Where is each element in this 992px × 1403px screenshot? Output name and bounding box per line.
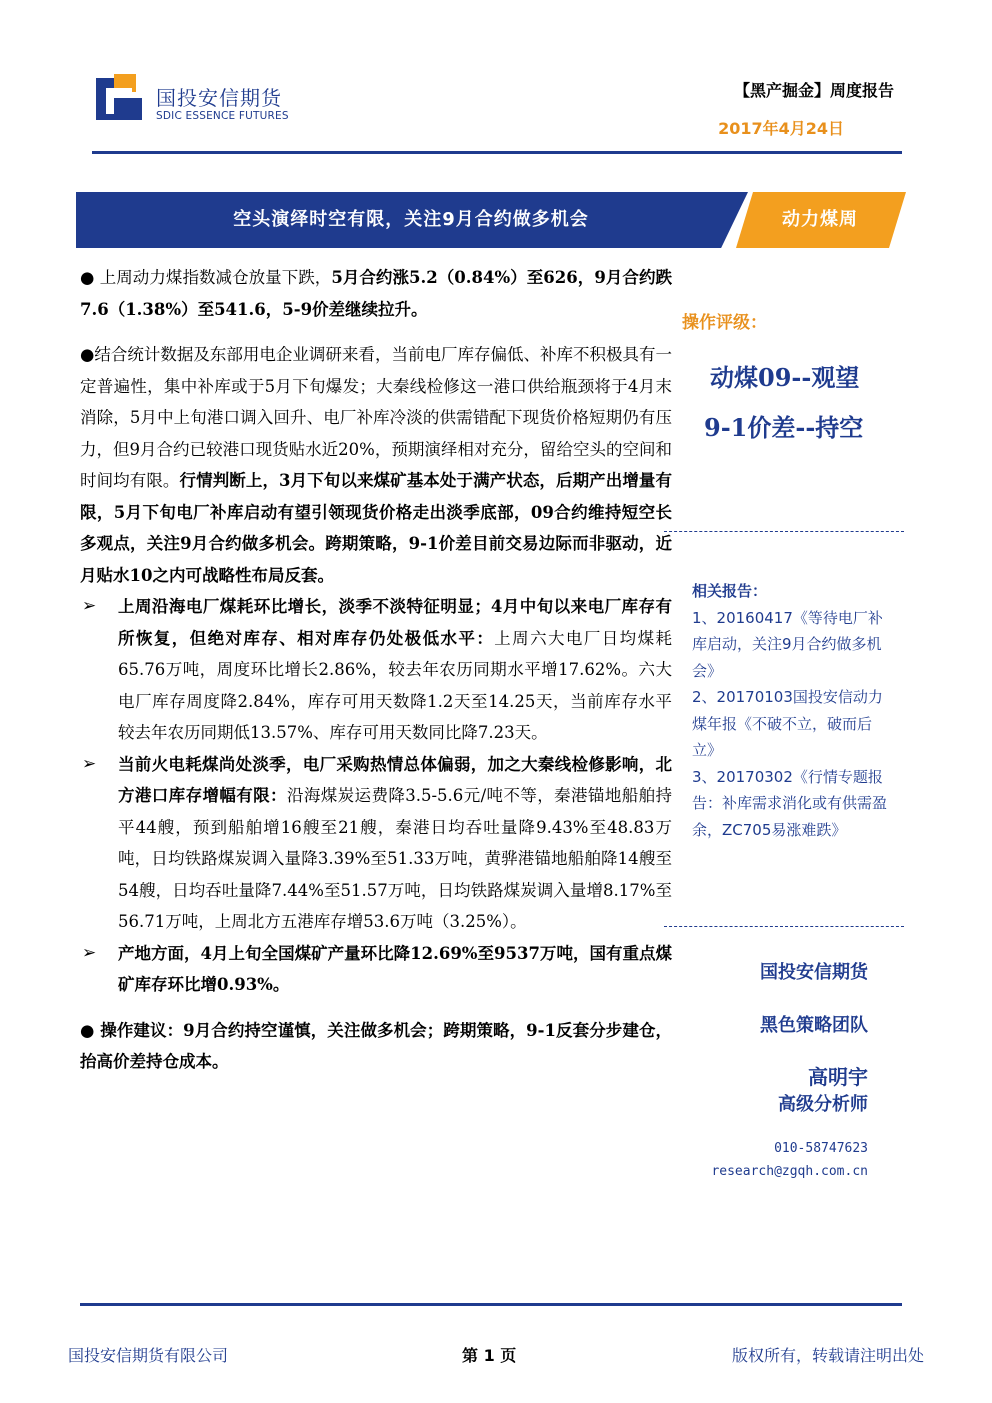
list-item-bold: 上周沿海电厂煤耗环比增长，淡季不淡特征明显；4月中旬以来电厂库存有所恢复，但绝对库存、相对库存仍处极低水平：	[118, 597, 672, 648]
list-item	[80, 591, 672, 749]
related-report-link[interactable]: 1、20160417《等待电厂补库启动，关注9月合约做多机会》	[692, 608, 883, 680]
footer-copyright: 版权所有，转载请注明出处	[731, 1346, 924, 1365]
logo-cn-text: 国投安信期货	[156, 86, 282, 110]
company-logo	[96, 74, 296, 134]
footer-company: 国投安信期货有限公司	[68, 1346, 229, 1365]
bottom-divider	[80, 1303, 902, 1306]
related-title: 相关报告：	[692, 582, 768, 600]
report-title: 【黑产掘金】周度报告	[733, 81, 894, 100]
related-reports	[692, 578, 892, 843]
list-item	[80, 938, 672, 1001]
arrow-bullet-icon: ➢	[82, 753, 97, 774]
summary-text: ● 上周动力煤指数减仓放量下跌，	[80, 268, 332, 287]
banner-tag: 动力煤周	[782, 209, 858, 230]
summary-bold-text: 5月合约涨5.2（0.84%）至626，9月合约跌7.6（1.38%）至541.6，5-9价差继续拉升。	[80, 268, 672, 319]
paragraph-recommendation: ● 操作建议：9月合约持空谨慎，关注做多机会；跨期策略，9-1反套分步建仓，抬高价差持仓成本。	[80, 1020, 672, 1071]
analysis-text: ●结合统计数据及东部用电企业调研来看，当前电厂库存偏低、补库不积极具有一定普遍性，集中补库或于5月下旬爆发；大秦线检修这一港口供给瓶颈将于4月末消除，5月中上旬港口调入回升、电厂补库冷淡的供需错配下现货价格短期仍有压力，但9月合约已较港口现货贴水近20%，预期演绎相对充分，留给空头的空间和时间均有限。	[80, 345, 672, 490]
arrow-bullet-icon: ➢	[82, 942, 97, 963]
rating-label: 操作评级：	[682, 313, 767, 333]
page-number: 第 1 页	[462, 1346, 517, 1365]
contact-phone: 010-58747623	[774, 1141, 868, 1156]
logo-en-text: SDIC ESSENCE FUTURES	[156, 110, 289, 122]
list-item-text: 沿海煤炭运费降3.5-5.6元/吨不等，秦港锚地船舶持平44艘，预到船舶增16艘至21艘，秦港日均吞吐量降9.43%至48.83万吨，日均铁路煤炭调入量降3.39%至51.33万吨，黄骅港锚地船舶降14艘至54艘，日均吞吐量降7.44%至51.57万吨，日均铁路煤炭调入量增8.17%至56.71万吨，上周北方五港库存增53.6万吨（3.25%）。	[118, 786, 673, 931]
team-name: 黑色策略团队	[760, 1015, 868, 1036]
list-item	[80, 749, 672, 938]
analyst-title: 高级分析师	[778, 1094, 868, 1115]
main-content	[80, 262, 672, 1078]
title-banner	[76, 192, 906, 248]
related-report-link[interactable]: 3、20170302《行情专题报告：补库需求消化或有供需盈余，ZC705易涨难跌》	[692, 767, 888, 839]
paragraph-analysis	[80, 339, 672, 591]
list-item-text: 上周六大电厂日均煤耗65.76万吨，周度环比增长2.86%，较去年农历同期水平增17.62%。六大电厂库存周度降2.84%，库存可用天数降1.2天至14.25天，当前库存水平较去年农历同期低13.57%、库存可用天数同比降7.23天。	[118, 628, 673, 742]
sidebar-divider	[664, 531, 904, 532]
paragraph-summary	[80, 262, 672, 325]
list-item-bold: 产地方面，4月上旬全国煤矿产量环比降12.69%至9537万吨，国有重点煤矿库存环比增0.93%。	[118, 943, 672, 994]
logo-mark-icon	[96, 74, 142, 126]
related-report-link[interactable]: 2、20170103国投安信动力煤年报《不破不立，破而后立》	[692, 688, 883, 759]
analysis-bold-text: 行情判断上，3月下旬以来煤矿基本处于满产状态，后期产出增量有限，5月下旬电厂补库启动有望引领现货价格走出淡季底部，09合约维持短空长多观点，关注9月合约做多机会。跨期策略，9-1价差目前交易边际而非驱动，近月贴水10之内可战略性布局反套。	[80, 471, 673, 585]
top-divider	[92, 151, 902, 154]
banner-title: 空头演绎时空有限，关注9月合约做多机会	[233, 209, 589, 230]
contact-email[interactable]: research@zgqh.com.cn	[711, 1164, 868, 1179]
report-date: 2017年4月24日	[718, 119, 844, 138]
rating-value-1: 动煤09--观望	[710, 363, 860, 392]
list-item-bold: 当前火电耗煤尚处淡季，电厂采购热情总体偏弱，加之大秦线检修影响，北方港口库存增幅有限：	[118, 754, 672, 805]
analyst-name: 高明宇	[808, 1065, 868, 1089]
arrow-bullet-icon: ➢	[82, 596, 97, 616]
sidebar-divider	[664, 926, 904, 927]
company-name: 国投安信期货	[760, 962, 868, 983]
rating-value-2: 9-1价差--持空	[704, 413, 864, 442]
